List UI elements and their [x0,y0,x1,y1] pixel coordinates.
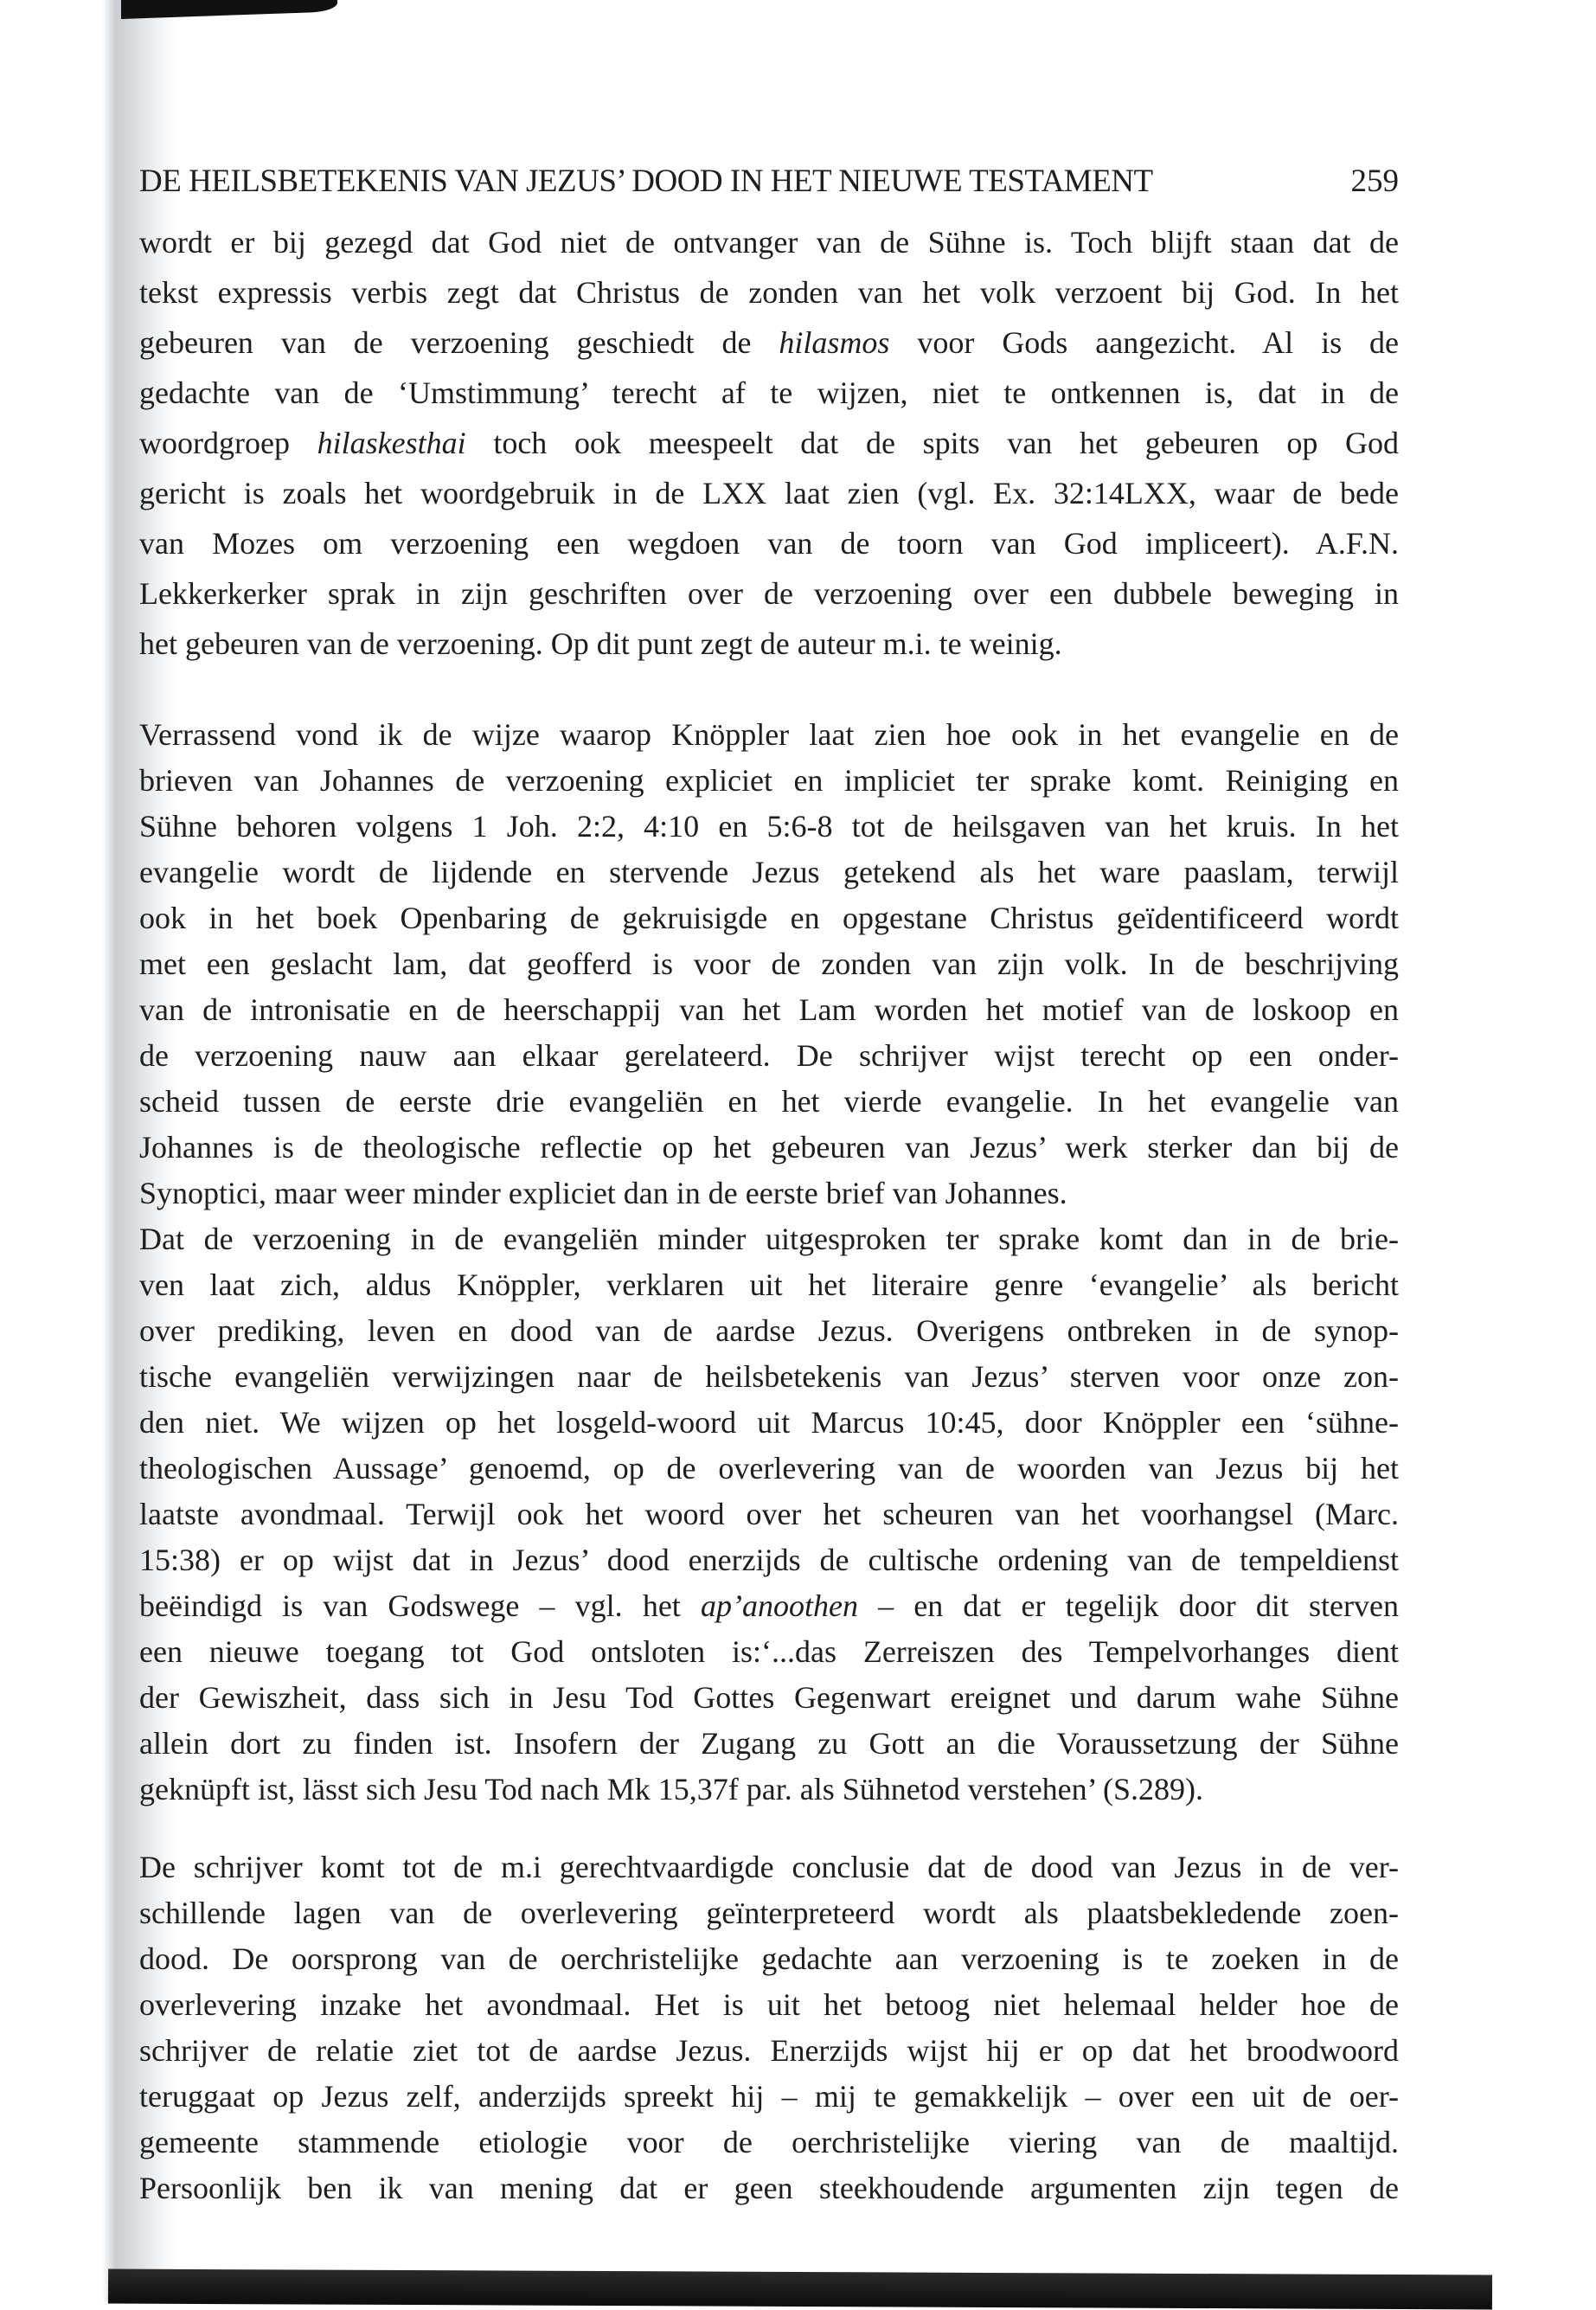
running-title: DE HEILSBETEKENIS VAN JEZUS’ DOOD IN HET NIEUWE TESTAMENT [139,164,1153,199]
text-line [139,318,1399,368]
text-line [139,1354,1399,1400]
text-segment: Synoptici, maar weer minder expliciet dan in de eerste brief van Johannes. [139,1176,1067,1210]
text-line [139,368,1399,418]
page-number: 259 [1350,164,1399,199]
text-line [139,1033,1399,1079]
text-line [139,1767,1399,1813]
text-line [139,1079,1399,1125]
text-line [139,1308,1399,1354]
text-segment: schillende lagen van de overlevering geïnterpreteerd wordt als plaatsbekledende zoen- [139,1896,1399,1930]
text-segment: schrijver de relatie ziet tot de aardse Jezus. Enerzijds wijst hij er op dat het broodwoord [139,2033,1399,2068]
text-segment: scheid tussen de eerste drie evangeliën en het vierde evangelie. In het evangelie van [139,1084,1399,1119]
text-segment: Johannes is de theologische reflectie op het gebeuren van Jezus’ werk sterker dan bij de [139,1130,1399,1165]
scan-bottom-edge [108,2269,1492,2310]
text-segment: tische evangeliën verwijzingen naar de heilsbetekenis van Jezus’ sterven voor onze zon- [139,1359,1399,1394]
text-segment: woordgroep [139,426,317,460]
text-line [139,468,1399,518]
text-line [139,804,1399,850]
text-line [139,418,1399,468]
text-line [139,619,1399,669]
paragraph-3 [139,1216,1399,1813]
text-segment: dood. De oorsprong van de oerchristelijke gedachte aan verzoening is te zoeken in de [139,1941,1399,1976]
text-line [139,1125,1399,1171]
text-segment: wordt er bij gezegd dat God niet de ontvanger van de Sühne is. Toch blijft staan dat de [139,225,1399,260]
text-line [139,850,1399,895]
text-line [139,1446,1399,1492]
text-line [139,1675,1399,1721]
text-segment: overlevering inzake het avondmaal. Het is uit het betoog niet helemaal helder hoe de [139,1987,1399,2022]
text-segment: Sühne behoren volgens 1 Joh. 2:2, 4:10 en 5:6-8 tot de heilsgaven van het kruis. In het [139,809,1399,844]
text-line [139,568,1399,619]
text-segment: van de intronisatie en de heerschappij van het Lam worden het motief van de loskoop en [139,992,1399,1027]
text-line [139,1629,1399,1675]
paragraph-2 [139,712,1399,1216]
text-segment: tekst expressis verbis zegt dat Christus de zonden van het volk verzoent bij God. In het [139,275,1399,310]
text-segment: Verrassend vond ik de wijze waarop Knöppler laat zien hoe ook in het evangelie en de [139,717,1399,752]
text-segment: de verzoening nauw aan elkaar gerelateerd. De schrijver wijst terecht op een onder- [139,1038,1399,1073]
text-line [139,1216,1399,1262]
text-line [139,1845,1399,1890]
text-segment: evangelie wordt de lijdende en stervende Jezus getekend als het ware paaslam, terwijl [139,855,1399,889]
text-line [139,518,1399,568]
text-segment: beëindigd is van Godswege – vgl. het [139,1588,701,1623]
text-segment: met een geslacht lam, dat geofferd is voor de zonden van zijn volk. In de beschrijving [139,946,1399,981]
text-line [139,1537,1399,1583]
italic-term: hilaskesthai [317,426,466,460]
text-line [139,2120,1399,2166]
text-line [139,1982,1399,2028]
text-segment: der Gewiszheit, dass sich in Jesu Tod Gottes Gegenwart ereignet und darum wahe Sühne [139,1680,1399,1715]
text-line [139,1583,1399,1629]
text-line [139,1890,1399,1936]
text-segment: 15:38) er op wijst dat in Jezus’ dood enerzijds de cultische ordening van de tempeldienst [139,1543,1399,1577]
text-segment: brieven van Johannes de verzoening expliciet en impliciet ter sprake komt. Reiniging en [139,763,1399,798]
paragraph-4 [139,1845,1399,2211]
text-line [139,941,1399,987]
text-segment: Persoonlijk ben ik van mening dat er geen steekhoudende argumenten zijn tegen de [139,2171,1399,2205]
text-segment: gemeente stammende etiologie voor de oerchristelijke viering van de maaltijd. [139,2125,1399,2159]
text-segment: De schrijver komt tot de m.i gerechtvaardigde conclusie dat de dood van Jezus in de ver- [139,1850,1399,1884]
text-line [139,1721,1399,1767]
text-line [139,217,1399,267]
text-segment: het gebeuren van de verzoening. Op dit punt zegt de auteur m.i. te weinig. [139,626,1062,661]
text-line [139,895,1399,941]
text-segment: laatste avondmaal. Terwijl ook het woord over het scheuren van het voorhangsel (Marc. [139,1497,1399,1531]
text-segment: een nieuwe toegang tot God ontsloten is:‘...das Zerreiszen des Tempelvorhanges dient [139,1634,1399,1669]
paragraph-1 [139,217,1399,669]
text-segment: ook in het boek Openbaring de gekruisigde en opgestane Christus geïdentificeerd wordt [139,901,1399,935]
text-line [139,1171,1399,1216]
text-segment: gericht is zoals het woordgebruik in de LXX laat zien (vgl. Ex. 32:14LXX, waar de bede [139,476,1399,510]
text-line [139,1492,1399,1537]
text-segment: van Mozes om verzoening een wegdoen van de toorn van God impliceert). A.F.N. [139,526,1399,561]
text-segment: over prediking, leven en dood van de aardse Jezus. Overigens ontbreken in de synop- [139,1313,1399,1348]
text-line [139,1262,1399,1308]
text-line [139,987,1399,1033]
text-line [139,2074,1399,2120]
text-segment: – en dat er tegelijk door dit sterven [857,1588,1399,1623]
text-segment: gedachte van de ‘Umstimmung’ terecht af te wijzen, niet te ontkennen is, dat in de [139,375,1399,410]
text-segment: Dat de verzoening in de evangeliën minder uitgesproken ter sprake komt dan in de brie- [139,1222,1399,1256]
text-line [139,712,1399,758]
scan-corner-shadow [121,0,337,19]
text-segment: voor Gods aangezicht. Al is de [889,325,1399,360]
text-line [139,1936,1399,1982]
text-segment: toch ook meespeelt dat de spits van het gebeuren op God [465,426,1400,460]
italic-term: hilasmos [779,325,890,360]
text-segment: den niet. We wijzen op het losgeld-woord uit Marcus 10:45, door Knöppler een ‘sühne- [139,1405,1399,1440]
running-header [139,163,1399,202]
text-segment: geknüpft ist, lässt sich Jesu Tod nach Mk 15,37f par. als Sühnetod verstehen’ (S.289). [139,1772,1203,1806]
text-line [139,1400,1399,1446]
text-segment: ven laat zich, aldus Knöppler, verklaren uit het literaire genre ‘evangelie’ als bericht [139,1267,1399,1302]
text-line [139,758,1399,804]
text-segment: Lekkerkerker sprak in zijn geschriften over de verzoening over een dubbele beweging in [139,576,1399,611]
text-line [139,2028,1399,2074]
text-segment: allein dort zu finden ist. Insofern der Zugang zu Gott an die Voraussetzung der Sühne [139,1726,1399,1761]
text-segment: teruggaat op Jezus zelf, anderzijds spreekt hij – mij te gemakkelijk – over een uit de oer- [139,2079,1399,2114]
text-segment: gebeuren van de verzoening geschiedt de [139,325,779,360]
text-segment: theologischen Aussage’ genoemd, op de overlevering van de woorden van Jezus bij het [139,1451,1399,1485]
text-line [139,267,1399,318]
text-line [139,2166,1399,2211]
italic-term: ap’anoothen [700,1588,858,1623]
